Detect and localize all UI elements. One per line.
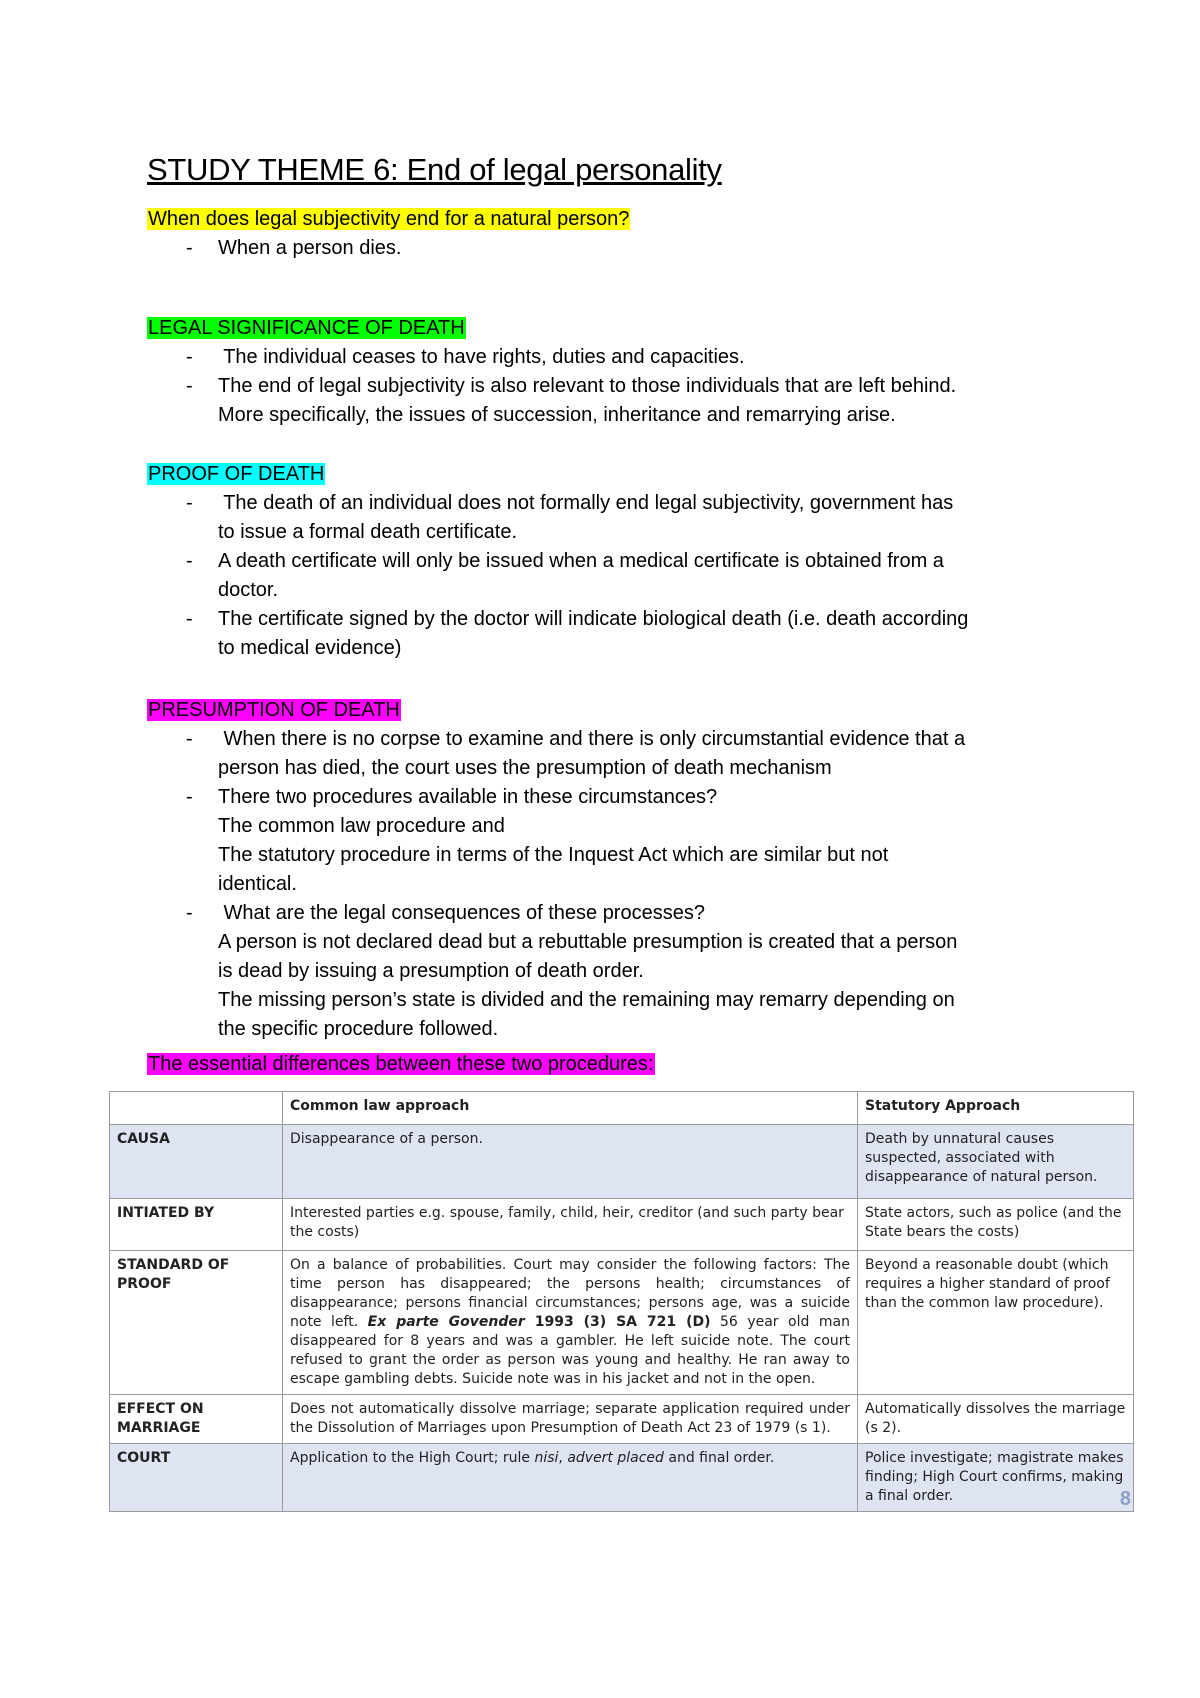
table-header-cell: Common law approach	[283, 1092, 858, 1125]
table-cell: State actors, such as police (and the State bears the costs)	[858, 1199, 1134, 1251]
highlight-green: LEGAL SIGNIFICANCE OF DEATH	[148, 317, 465, 339]
list-item: - The end of legal subjectivity is also relevant to those individuals that are left behind. More specifically, the issues of succession, inheritance and remarrying arise.	[186, 375, 957, 426]
list-item: - When there is no corpse to examine and there is only circumstantial evidence that a person has died, the court uses the presumption of death mechanism	[186, 728, 966, 779]
bullet-list-proof	[186, 489, 1086, 663]
row-label: INTIATED BY	[110, 1199, 283, 1251]
list-item: - The death of an individual does not formally end legal subjectivity, government has to issue a formal death certificate.	[186, 492, 954, 543]
table-row	[110, 1125, 1134, 1199]
bullet-list-end	[186, 234, 1086, 263]
section-heading-significance	[147, 314, 466, 343]
table-row	[110, 1395, 1134, 1444]
highlight-yellow: When does legal subjectivity end for a natural person?	[148, 208, 630, 230]
bullet-list-significance	[186, 343, 1086, 430]
section-heading-differences	[147, 1050, 655, 1079]
table-header-cell	[110, 1092, 283, 1125]
list-item: - There two procedures available in these circumstances? The common law procedure and The statutory procedure in terms of the Inquest Act which are similar but not identical.	[186, 786, 889, 895]
table-cell: Beyond a reasonable doubt (which requires a higher standard of proof than the common law procedure).	[858, 1251, 1134, 1395]
table-row	[110, 1444, 1134, 1512]
section-heading-presumption	[147, 696, 401, 725]
list-item: - A death certificate will only be issued when a medical certificate is obtained from a doctor.	[186, 550, 944, 601]
page-number: 8	[1119, 1488, 1131, 1510]
table-cell: Application to the High Court; rule nisi, advert placed and final order.	[283, 1444, 858, 1512]
highlight-magenta: The essential differences between these two procedures:	[148, 1053, 654, 1075]
section-heading-end	[147, 205, 630, 234]
page-title: STUDY THEME 6: End of legal personality	[147, 152, 722, 187]
comparison-table	[109, 1091, 1133, 1512]
table-cell: Interested parties e.g. spouse, family, child, heir, creditor (and such party bear the costs)	[283, 1199, 858, 1251]
case-name: Ex parte Govender	[367, 1314, 525, 1330]
row-label: EFFECT ON MARRIAGE	[110, 1395, 283, 1444]
table-cell: Does not automatically dissolve marriage; separate application required under the Dissolution of Marriages upon Presumption of Death Act 23 of 1979 (s 1).	[283, 1395, 858, 1444]
case-citation: 1993 (3) SA 721 (D)	[524, 1314, 711, 1330]
table-row	[110, 1251, 1134, 1395]
row-label: COURT	[110, 1444, 283, 1512]
table-header-row	[110, 1092, 1134, 1125]
list-item: - The certificate signed by the doctor will indicate biological death (i.e. death according to medical evidence)	[186, 608, 969, 659]
table-header-cell: Statutory Approach	[858, 1092, 1134, 1125]
table-cell: Automatically dissolves the marriage (s 2).	[858, 1395, 1134, 1444]
table-cell: On a balance of probabilities. Court may consider the following factors: The time person has disappeared; the persons health; circumstances of disappearance; persons financial circumstances; persons age, was a suicide note left. Ex parte Govender 1993 (3) SA 721 (D) 56 year old man disappeared for 8 years and was a gambler. He left suicide note. The court refused to grant the order as person was young and healthy. He ran away to escape gambling debts. Suicide note was in his jacket and not in the open.	[283, 1251, 858, 1395]
list-item: - The individual ceases to have rights, duties and capacities.	[186, 346, 745, 368]
list-item: - What are the legal consequences of these processes? A person is not declared dead but a rebuttable presumption is created that a person is dead by issuing a presumption of death order. The missing person’s state is divided and the remaining may remarry depending on the specific procedure followed.	[186, 902, 958, 1040]
highlight-magenta: PRESUMPTION OF DEATH	[148, 699, 400, 721]
highlight-cyan: PROOF OF DEATH	[148, 463, 325, 485]
bullet-list-presumption	[186, 725, 1086, 1044]
section-heading-proof	[147, 460, 325, 489]
table-row	[110, 1199, 1134, 1251]
row-label: STANDARD OF PROOF	[110, 1251, 283, 1395]
table-cell: Police investigate; magistrate makes finding; High Court confirms, making a final order. 8	[858, 1444, 1134, 1512]
list-item: - When a person dies.	[186, 237, 402, 259]
row-label: CAUSA	[110, 1125, 283, 1199]
table-cell: Death by unnatural causes suspected, associated with disappearance of natural person.	[858, 1125, 1134, 1199]
table-cell: Disappearance of a person.	[283, 1125, 858, 1199]
